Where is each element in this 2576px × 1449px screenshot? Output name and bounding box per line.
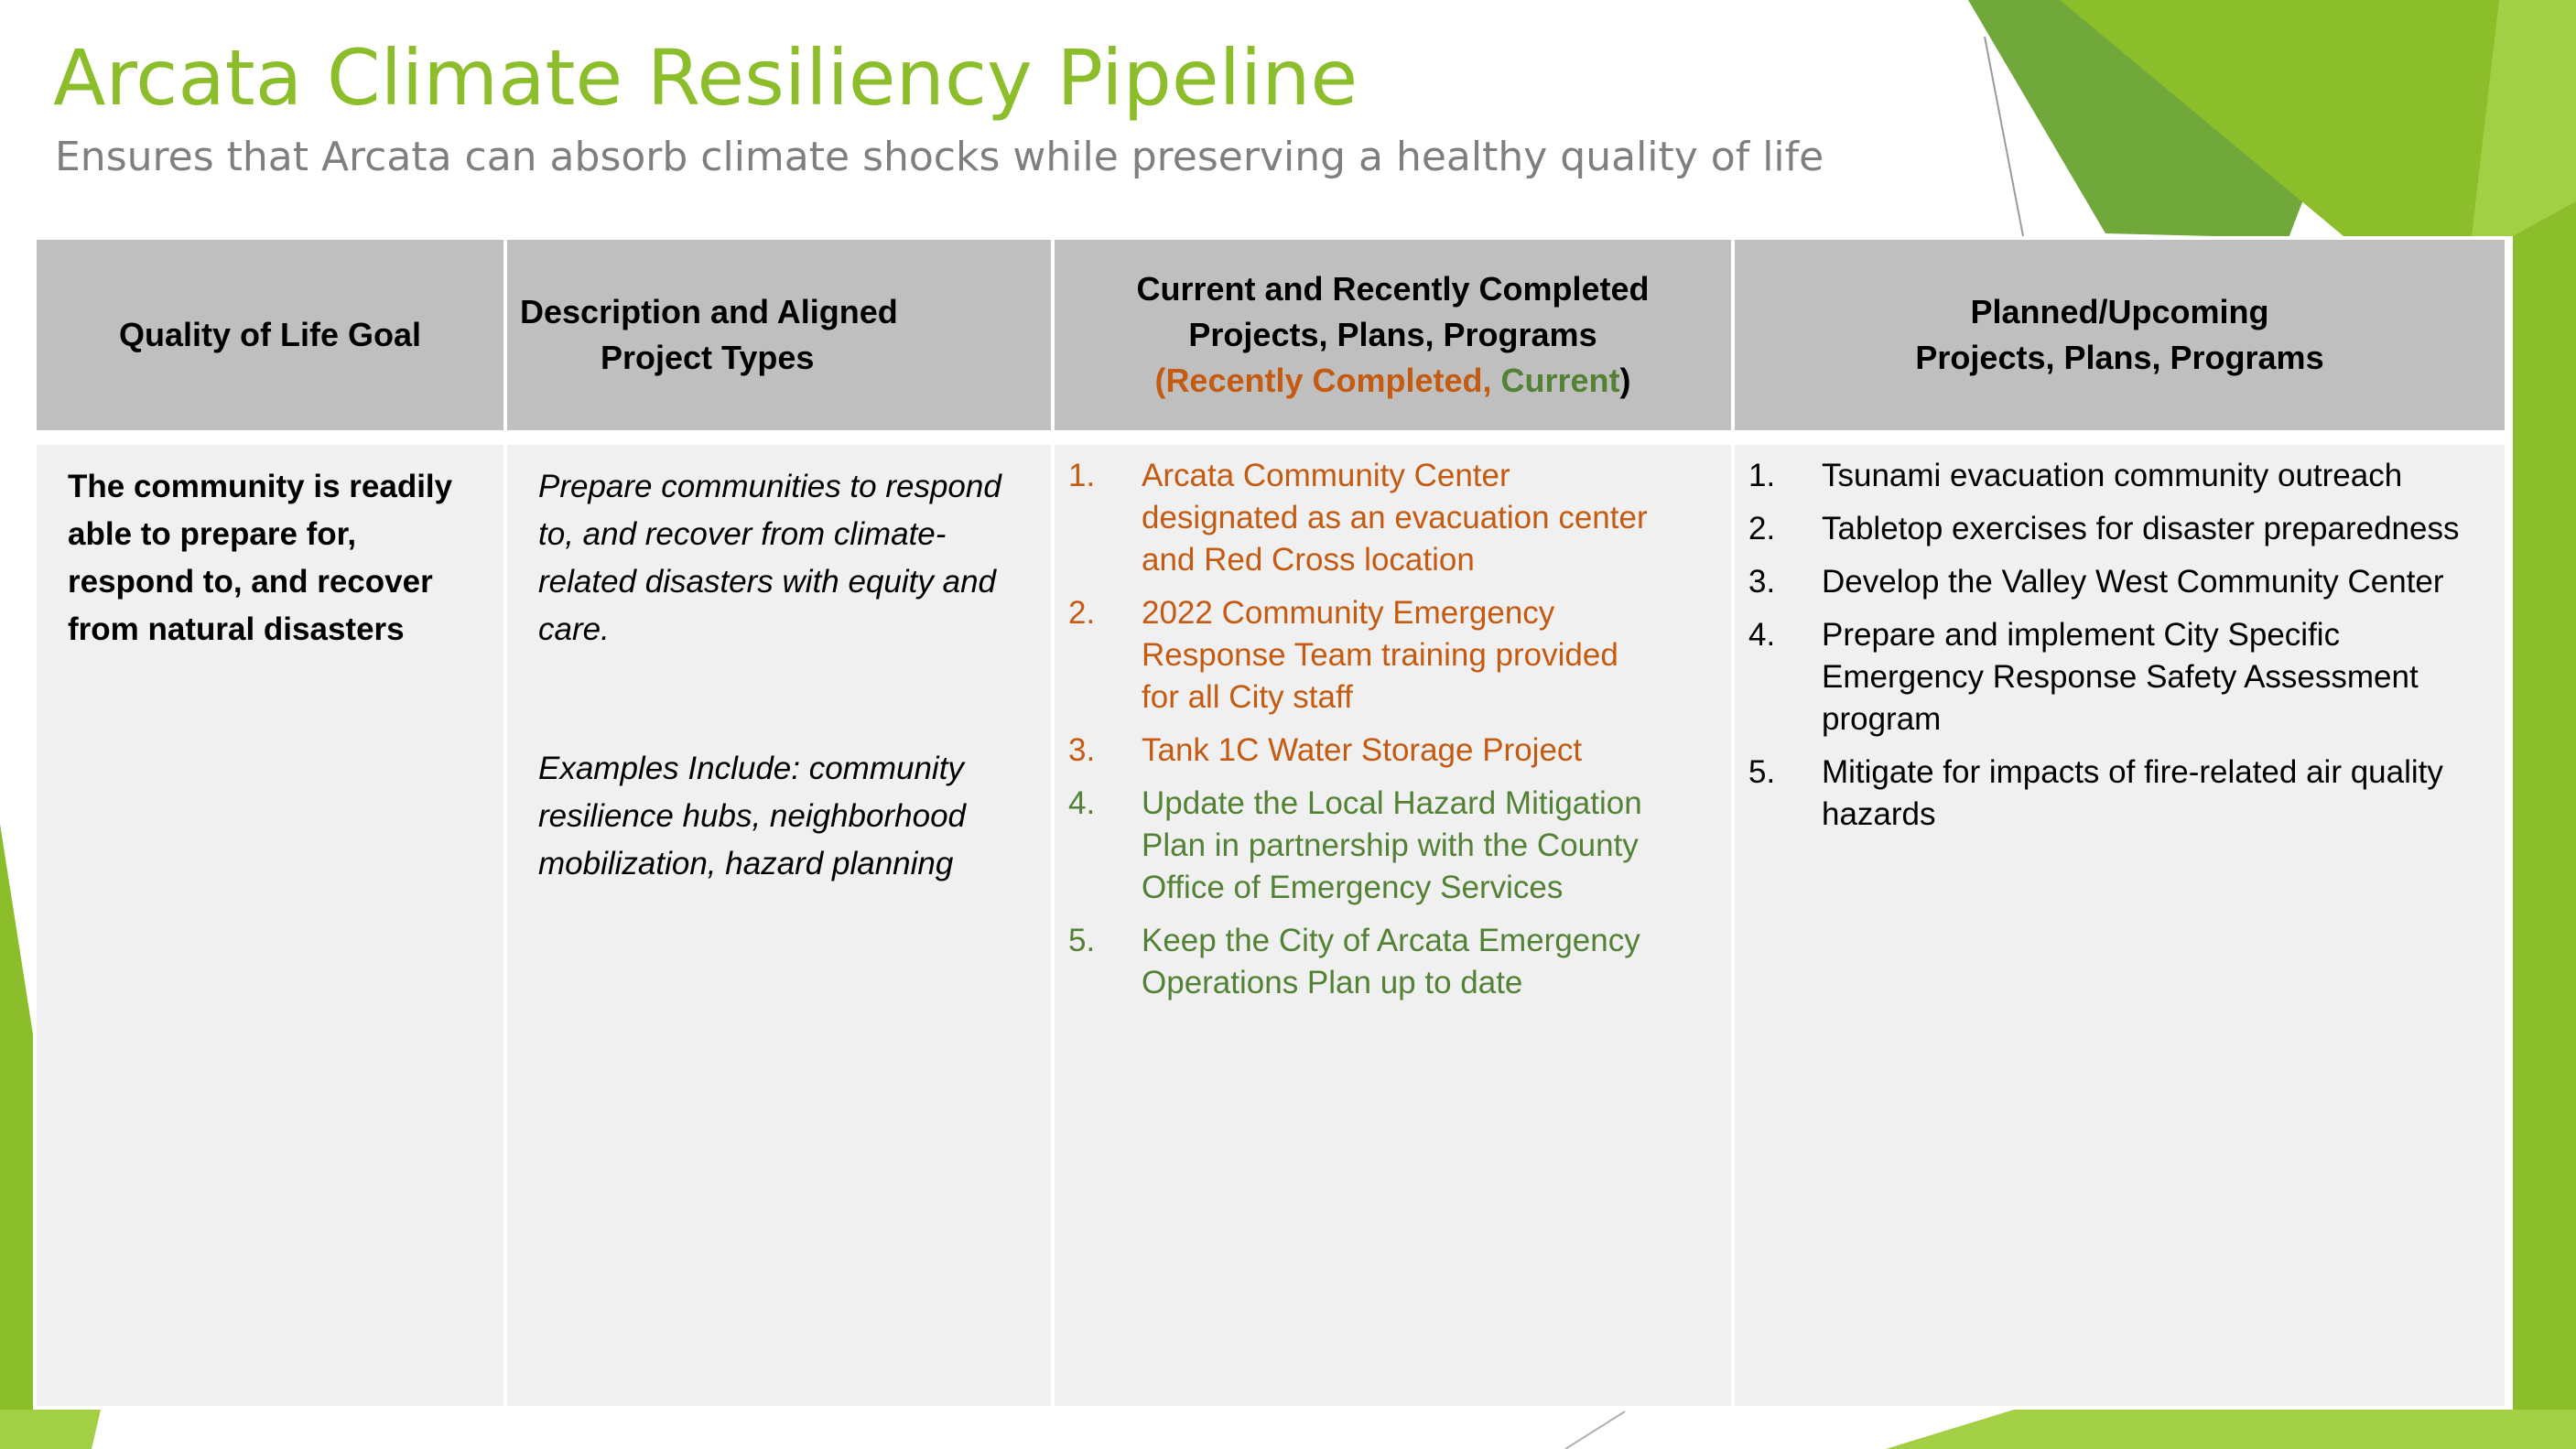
current-header-line1: Current and Recently Completed (1136, 270, 1650, 308)
planned-header-line2: Projects, Plans, Programs (1915, 339, 2324, 376)
list-item-number: 1. (1068, 458, 1096, 493)
planned-column-header (1733, 238, 2506, 432)
list-item-text: Develop the Valley West Community Center (1822, 564, 2444, 600)
list-item (1068, 455, 1648, 581)
bottom-left-decoration (0, 1410, 101, 1449)
goal-header-label: Quality of Life Goal (118, 316, 422, 353)
planned-projects-cell (1733, 443, 2506, 1408)
list-item-number: 5. (1748, 754, 1776, 790)
list-item (1068, 920, 1648, 1004)
bottom-right-decoration (1886, 1410, 2576, 1449)
legend-recently-completed: Recently Completed (1165, 362, 1483, 399)
list-item-number: 5. (1068, 923, 1096, 958)
description-cell (505, 443, 1053, 1408)
list-item (1068, 730, 1648, 772)
header-spacer-row (35, 432, 2506, 443)
list-item-number: 3. (1748, 564, 1776, 600)
table-header-row (35, 238, 2506, 432)
goal-text: The community is readily able to prepare for, respond to, and recover from natural disasters (68, 469, 453, 647)
planned-header-line1: Planned/Upcoming (1970, 293, 2269, 330)
legend-separator: , (1482, 362, 1501, 399)
list-item-text: Arcata Community Center designated as an evacuation center and Red Cross location (1142, 458, 1648, 578)
goal-column-header (35, 238, 505, 432)
list-item-text: Tabletop exercises for disaster preparedness (1822, 511, 2460, 546)
list-item-number: 3. (1068, 732, 1096, 768)
goal-cell (35, 443, 505, 1408)
legend-current: Current (1500, 362, 1620, 399)
list-item-text: Prepare and implement City Specific Emergency Response Safety Assessment program (1822, 617, 2419, 737)
legend-close-paren: ) (1619, 362, 1631, 399)
page-subtitle: Ensures that Arcata can absorb climate shocks while preserving a healthy quality of life (55, 134, 1824, 180)
list-item-number: 2. (1748, 511, 1776, 546)
legend-open-paren: ( (1154, 362, 1166, 399)
left-edge-decoration (0, 824, 33, 1449)
description-text: Prepare communities to respond to, and recover from climate-related disasters with equity and care. (538, 469, 1001, 647)
list-item-text: Tank 1C Water Storage Project (1142, 732, 1583, 768)
list-item-number: 1. (1748, 458, 1776, 493)
current-header-line2: Projects, Plans, Programs (1188, 316, 1597, 353)
list-item (1748, 508, 2476, 550)
current-column-header (1053, 238, 1733, 432)
list-item-number: 2. (1068, 595, 1096, 631)
planned-projects-list (1736, 446, 2504, 836)
list-item-text: Tsunami evacuation community outreach (1822, 458, 2403, 493)
right-edge-decoration (2513, 201, 2576, 1449)
current-projects-cell (1053, 443, 1733, 1408)
list-item-text: Mitigate for impacts of fire-related air quality hazards (1822, 754, 2443, 832)
table-row (35, 443, 2506, 1408)
list-item (1068, 592, 1648, 719)
list-item-text: 2022 Community Emergency Response Team training provided for all City staff (1142, 595, 1618, 715)
description-column-header (505, 238, 1053, 432)
description-header-line2: Project Types (601, 339, 815, 376)
list-item-text: Keep the City of Arcata Emergency Operations Plan up to date (1142, 923, 1640, 1000)
description-header-line1: Description and Aligned (520, 293, 898, 330)
list-item-number: 4. (1068, 785, 1096, 821)
list-item-number: 4. (1748, 617, 1776, 653)
list-item (1748, 614, 2476, 741)
resiliency-pipeline-table (33, 236, 2508, 1410)
bottom-decoration-line (1565, 1411, 1625, 1449)
list-item (1748, 561, 2476, 603)
status-legend (1055, 358, 1730, 404)
current-projects-list (1055, 446, 1730, 1004)
list-item-text: Update the Local Hazard Mitigation Plan in partnership with the County Office of Emergency Services (1142, 785, 1642, 905)
examples-text: Examples Include: community resilience hubs, neighborhood mobilization, hazard planning (538, 751, 966, 881)
page-title: Arcata Climate Resiliency Pipeline (53, 33, 1358, 123)
list-item (1748, 455, 2476, 497)
list-item (1748, 752, 2476, 836)
list-item (1068, 783, 1648, 909)
